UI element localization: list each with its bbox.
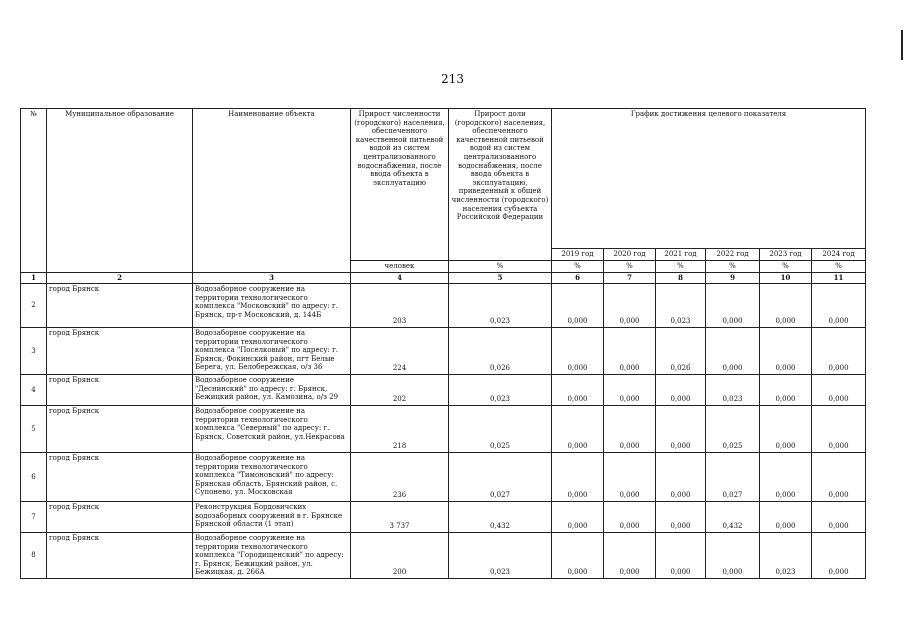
unit-cell: %: [604, 261, 656, 273]
year-value-cell: 0,027: [706, 453, 760, 502]
year-value-cell: 0,000: [760, 328, 812, 375]
column-number: 3: [193, 273, 351, 284]
object-name-cell: Реконструкция Бордовичских водозаборных сооружений в г. Брянске Брянской области (1 этап): [193, 502, 351, 533]
year-value-cell: 0,000: [604, 502, 656, 533]
row-number: 2: [21, 284, 47, 328]
population-growth-cell: 203: [351, 284, 449, 328]
year-header: 2022 год: [706, 249, 760, 261]
share-growth-cell: 0,025: [449, 406, 552, 453]
year-value-cell: 0,000: [656, 453, 706, 502]
object-name-cell: Водозаборное сооружение на территории технологического комплекса "Тимоновский" по адресу: Брянская область, Брянский район, с. Супонево, ул. Московская: [193, 453, 351, 502]
unit-cell: %: [552, 261, 604, 273]
year-value-cell: 0,000: [812, 284, 866, 328]
municipality-cell: город Брянск: [47, 453, 193, 502]
year-value-cell: 0,000: [706, 284, 760, 328]
object-name-cell: Водозаборное сооружение на территории технологического комплекса "Московский" по адресу: г. Брянск, пр-т Московский, д. 144Б: [193, 284, 351, 328]
column-number: 2: [47, 273, 193, 284]
year-value-cell: 0,000: [760, 502, 812, 533]
table-row: [21, 328, 866, 375]
year-header: 2021 год: [656, 249, 706, 261]
year-value-cell: 0,000: [812, 328, 866, 375]
municipality-cell: город Брянск: [47, 533, 193, 579]
header-population-growth: Прирост численности (городского) населения, обеспеченного качественной питьевой водой из систем централизованного водоснабжения, после ввода объекта в эксплуатацию: [351, 109, 449, 261]
year-value-cell: 0,000: [706, 328, 760, 375]
year-value-cell: 0,000: [552, 406, 604, 453]
year-value-cell: 0,000: [760, 375, 812, 406]
page-edge-mark: [901, 30, 903, 60]
year-value-cell: 0,023: [706, 375, 760, 406]
year-value-cell: 0,023: [656, 284, 706, 328]
municipality-cell: город Брянск: [47, 328, 193, 375]
year-value-cell: 0,000: [760, 284, 812, 328]
object-name-cell: Водозаборное сооружение на территории технологического комплекса "Северный" по адресу: г. Брянск, Советский район, ул.Некрасова: [193, 406, 351, 453]
year-header: 2023 год: [760, 249, 812, 261]
population-growth-cell: 218: [351, 406, 449, 453]
year-value-cell: 0,000: [656, 533, 706, 579]
year-value-cell: 0,000: [706, 533, 760, 579]
share-growth-cell: 0,023: [449, 533, 552, 579]
unit-cell: %: [656, 261, 706, 273]
unit-cell: %: [812, 261, 866, 273]
year-value-cell: 0,000: [552, 533, 604, 579]
municipality-cell: город Брянск: [47, 406, 193, 453]
header-schedule: График достижения целевого показателя: [552, 109, 866, 249]
year-value-cell: 0,000: [604, 375, 656, 406]
year-value-cell: 0,000: [812, 453, 866, 502]
year-value-cell: 0,026: [656, 328, 706, 375]
population-growth-cell: 224: [351, 328, 449, 375]
column-number: 8: [656, 273, 706, 284]
target-indicator-table: [20, 108, 866, 579]
year-value-cell: 0,000: [760, 453, 812, 502]
unit-cell: человек: [351, 261, 449, 273]
table-row: [21, 375, 866, 406]
object-name-cell: Водозаборное сооружение на территории технологического комплекса "Поселковый" по адресу: г. Брянск, Фокинский район, пгт Белые Берега, ул. Белобережская, о/з 36: [193, 328, 351, 375]
column-number: 7: [604, 273, 656, 284]
year-value-cell: 0,000: [552, 328, 604, 375]
row-number: 4: [21, 375, 47, 406]
municipality-cell: город Брянск: [47, 284, 193, 328]
header-share-growth: Прирост доли (городского) населения, обеспеченного качественной питьевой водой из систем централизованного водоснабжения, после ввода объекта в эксплуатацию, приведенный к общей численности (городского) населения субъекта Российской Федерации: [449, 109, 552, 261]
year-header: 2020 год: [604, 249, 656, 261]
header-municipality: Муниципальное образование: [47, 109, 193, 273]
year-value-cell: 0,000: [760, 406, 812, 453]
year-value-cell: 0,000: [604, 406, 656, 453]
column-number: 6: [552, 273, 604, 284]
column-number: 1: [21, 273, 47, 284]
share-growth-cell: 0,432: [449, 502, 552, 533]
municipality-cell: город Брянск: [47, 502, 193, 533]
table-row: [21, 453, 866, 502]
row-number: 6: [21, 453, 47, 502]
year-value-cell: 0,023: [760, 533, 812, 579]
column-number: 11: [812, 273, 866, 284]
row-number: 7: [21, 502, 47, 533]
year-value-cell: 0,000: [604, 533, 656, 579]
column-number: 9: [706, 273, 760, 284]
row-number: 8: [21, 533, 47, 579]
year-value-cell: 0,000: [552, 284, 604, 328]
year-value-cell: 0,025: [706, 406, 760, 453]
share-growth-cell: 0,023: [449, 375, 552, 406]
year-value-cell: 0,000: [812, 375, 866, 406]
object-name-cell: Водозаборное сооружение "Деснинский" по адресу: г. Брянск, Бежицкий район, ул. Камозина, о/з 29: [193, 375, 351, 406]
table-row: [21, 502, 866, 533]
year-header: 2024 год: [812, 249, 866, 261]
table-row: [21, 284, 866, 328]
column-number: 4: [351, 273, 449, 284]
year-value-cell: 0,000: [812, 533, 866, 579]
unit-cell: %: [706, 261, 760, 273]
year-value-cell: 0,000: [656, 502, 706, 533]
year-value-cell: 0,000: [656, 375, 706, 406]
page-number: 213: [441, 72, 464, 86]
table-row: [21, 533, 866, 579]
population-growth-cell: 202: [351, 375, 449, 406]
unit-cell: %: [760, 261, 812, 273]
row-number: 5: [21, 406, 47, 453]
year-value-cell: 0,000: [552, 375, 604, 406]
population-growth-cell: 236: [351, 453, 449, 502]
table-row: [21, 406, 866, 453]
share-growth-cell: 0,027: [449, 453, 552, 502]
year-value-cell: 0,000: [604, 453, 656, 502]
year-value-cell: 0,000: [812, 502, 866, 533]
year-value-cell: 0,000: [656, 406, 706, 453]
population-growth-cell: 200: [351, 533, 449, 579]
year-value-cell: 0,000: [552, 502, 604, 533]
column-number: 10: [760, 273, 812, 284]
year-value-cell: 0,000: [604, 328, 656, 375]
header-object: Наименование объекта: [193, 109, 351, 273]
year-value-cell: 0,000: [552, 453, 604, 502]
column-number: 5: [449, 273, 552, 284]
share-growth-cell: 0,023: [449, 284, 552, 328]
header-no: №: [21, 109, 47, 273]
unit-cell: %: [449, 261, 552, 273]
row-number: 3: [21, 328, 47, 375]
population-growth-cell: 3 737: [351, 502, 449, 533]
table-body: [21, 284, 866, 579]
year-header: 2019 год: [552, 249, 604, 261]
year-value-cell: 0,000: [812, 406, 866, 453]
object-name-cell: Водозаборное сооружение на территории технологического комплекса "Городищенский" по адресу: г. Брянск, Бежицкий район, ул. Бежицкая, д. 266А: [193, 533, 351, 579]
year-value-cell: 0,432: [706, 502, 760, 533]
year-value-cell: 0,000: [604, 284, 656, 328]
municipality-cell: город Брянск: [47, 375, 193, 406]
share-growth-cell: 0,026: [449, 328, 552, 375]
